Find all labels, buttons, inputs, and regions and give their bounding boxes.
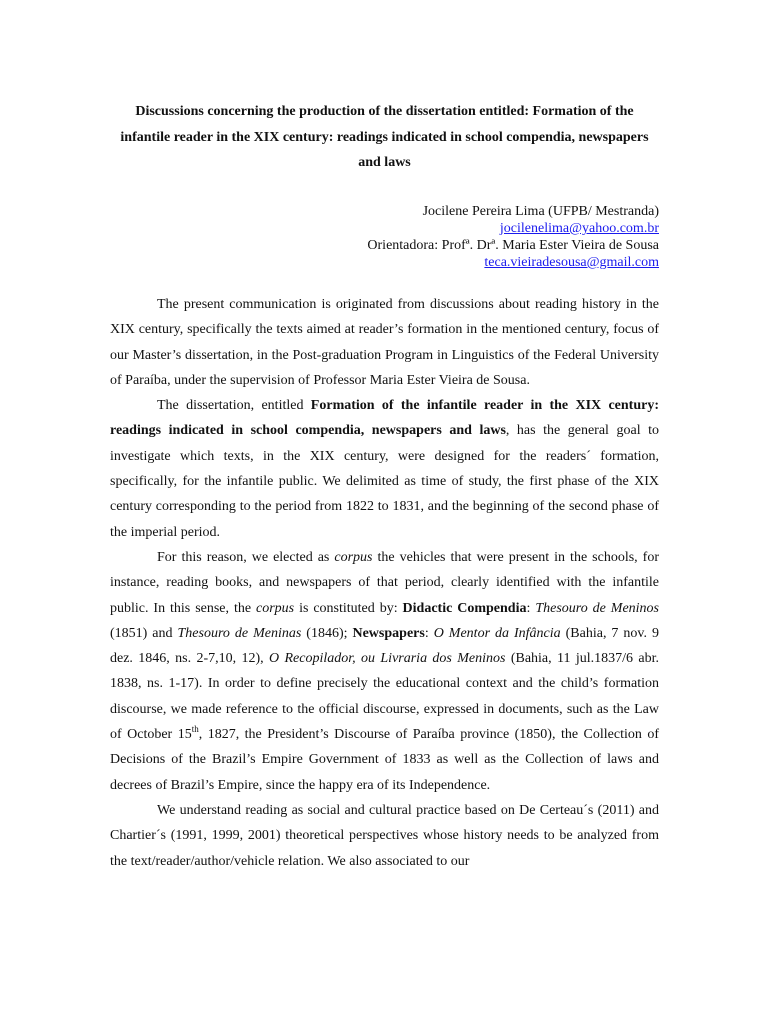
text-run: (1846); <box>301 625 353 641</box>
italic-term: corpus <box>256 600 295 616</box>
superscript: th <box>191 724 199 735</box>
paragraph-1: The present communication is originated from discussions about reading history in the XIX century, specifically the texts aimed at reader’s formation in the mentioned century, focus of our Master’s dissertation, in the Post-graduation Program in Linguistics of the Federal University of Paraíba, under the supervision of Professor Maria Ester Vieira de Sousa. <box>110 297 659 388</box>
body-text <box>110 292 659 874</box>
text-run: (Bahia, 11 jul.1837/6 abr. 1838, ns. 1-17). In order to define precisely the educational context and the child’s formation discourse, we made reference to the official discourse, expressed in documents, such as the Law of October 15 <box>110 651 659 743</box>
text-run: : <box>526 600 536 616</box>
author-name: Jocilene Pereira Lima (UFPB/ Mestranda) <box>422 204 659 219</box>
italic-title: Thesouro de Meninas <box>177 625 302 641</box>
advisor-name: Orientadora: Profª. Drª. Maria Ester Vieira de Sousa <box>367 238 659 253</box>
text-run: is constituted by: <box>294 600 403 616</box>
bold-term: Didactic Compendia <box>402 600 527 616</box>
advisor-email-link[interactable]: teca.vieiradesousa@gmail.com <box>484 255 659 270</box>
text-run: : <box>424 625 434 641</box>
italic-title: O Recopilador, ou Livraria dos Meninos <box>269 651 506 667</box>
text-run: the vehicles that were present in the schools, for instance, reading books, and newspapers of that period, clearly identified with the infantile public. In this sense, the <box>110 549 659 616</box>
italic-title: Thesouro de Meninos <box>535 600 659 616</box>
paragraph-2 <box>110 393 659 545</box>
bold-term: Newspapers <box>352 625 425 641</box>
italic-title: O Mentor da Infância <box>433 625 561 641</box>
paragraph-4: We understand reading as social and cultural practice based on De Certeau´s (2011) and Chartier´s (1991, 1999, 2001) theoretical perspectives whose history needs to be analyzed from the text/reader/author/vehicle relation. We also associated to our <box>110 802 659 869</box>
paper-title: Discussions concerning the production of the dissertation entitled: Formation of the infantile reader in the XIX century: readings indicated in school compendia, newspapers and laws <box>120 104 649 170</box>
author-email-link[interactable]: jocilenelima@yahoo.com.br <box>499 221 659 236</box>
text-run: For this reason, we elected as <box>157 549 335 565</box>
text-run: (1851) and <box>110 625 178 641</box>
text-run: The dissertation, entitled <box>157 398 311 414</box>
paragraph-3 <box>110 545 659 798</box>
text-run: , has the general goal to investigate which texts, in the XIX century, were designed for the readers´ formation, specifically, for the infantile public. We delimited as time of study, the first phase of the XIX century corresponding to the period from 1822 to 1831, and the beginning of the second phase of the imperial period. <box>110 423 660 540</box>
italic-term: corpus <box>334 549 373 565</box>
text-run: , 1827, the President’s Discourse of Paraíba province (1850), the Collection of Decisions of the Brazil’s Empire Government of 1833 as well as the Collection of laws and decrees of Brazil’s Empire, since the happy era of its Independence. <box>110 727 659 793</box>
author-block <box>367 203 659 271</box>
dissertation-title-bold: Formation of the infantile reader in the XIX century: readings indicated in school compendia, newspapers and laws <box>110 398 659 439</box>
text-run: (Bahia, 7 nov. 9 dez. 1846, ns. 2-7,10, 12), <box>110 625 659 667</box>
